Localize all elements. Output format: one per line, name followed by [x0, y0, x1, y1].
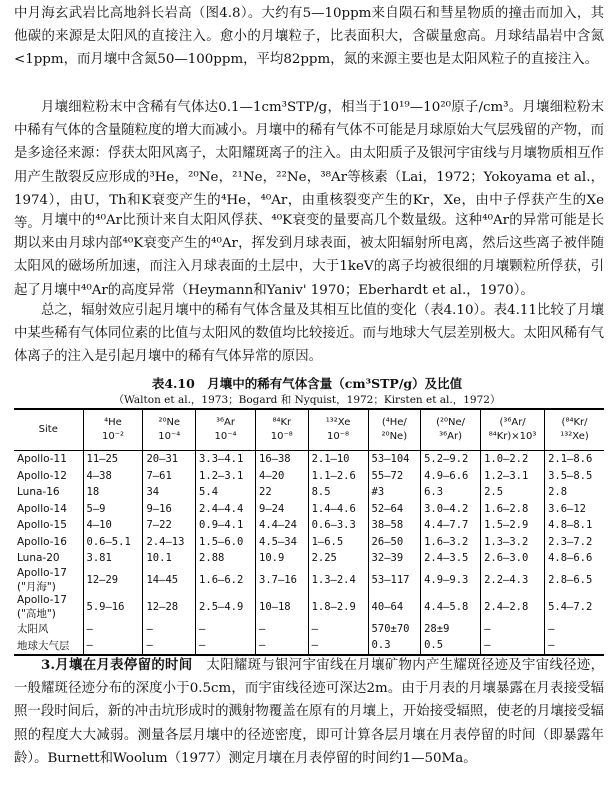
value-cell: 18 [83, 484, 143, 501]
table-row [14, 550, 604, 567]
paragraph-argon-anomaly: 月壤中的⁴⁰Ar比预计来自太阳风俘获、⁴⁰K衰变的量要高几个数量级。这种⁴⁰Ar的异常可能是长期以来由月球内部⁴⁰K衰变产生的⁴⁰Ar，挥发到月球表面，被太阳辐射所电离，然后这些离子被伴随太阳风的磁场所加速，而注入月球表面的土层中，大于1keV的离子均被很细的月壤颗粒所俘获，引起了月壤中⁴⁰Ar的高度异常（Heymann和Yaniv' 1970；Eberhardt et al.，1970）。 [14, 213, 604, 298]
value-cell: 2.5—4.9 [196, 594, 256, 621]
table-row [14, 451, 604, 468]
value-cell: 4.8—8.1 [545, 517, 604, 534]
value-cell: #3 [368, 484, 421, 501]
value-cell: 9—16 [143, 501, 196, 518]
value-cell: 34 [143, 484, 196, 501]
value-cell: 1.5—2.9 [481, 517, 545, 534]
value-cell: 5.9—16 [83, 594, 143, 621]
column-header [421, 409, 481, 451]
value-cell: 4.8—6.6 [545, 550, 604, 567]
value-cell: 4—10 [83, 517, 143, 534]
value-cell: 3.7—16 [256, 567, 309, 594]
value-cell: 1.6—3.2 [421, 534, 481, 551]
column-header [256, 409, 309, 451]
value-cell: 6.3 [421, 484, 481, 501]
site-cell: Apollo-12 [17, 469, 67, 482]
table-row [14, 621, 604, 638]
column-header [14, 409, 83, 451]
value-cell: 2.8—6.5 [545, 567, 604, 594]
value-cell: — [196, 621, 256, 638]
value-cell: 1.6—2.8 [481, 501, 545, 518]
table-row [14, 484, 604, 501]
table-header-row [14, 409, 604, 451]
value-cell: 2.5 [481, 484, 545, 501]
value-cell: 7—22 [143, 517, 196, 534]
value-cell: 9—24 [256, 501, 309, 518]
column-header-line1: (³⁶Ar/ [499, 417, 526, 428]
section-text: 太阳耀斑与银河宇宙线在月壤矿物内产生耀斑径迹及宇宙线径迹，一般耀斑径迹分布的深度小于0.5cm，而宇宙线径迹可深达2m。由于月表的月壤暴露在月表接受辐照一段时间后，新的冲击坑形成时的溅射物覆盖在原有的月壤上，开始接受辐照，使老的月壤接受辐照的程度大大减弱。测量各层月壤中的径迹密度，即可计算各层月壤在月表停留的时间（即暴露年龄）。Burnett和Woolum（1977）测定月壤在月表停留的时间约1—50Ma。 [14, 658, 605, 766]
value-cell: 0.5 [421, 637, 481, 655]
value-cell: 38—58 [368, 517, 421, 534]
column-header-line2: ⁸⁴Kr)×10³ [488, 431, 537, 442]
value-cell: 28±9 [421, 621, 481, 638]
column-header-line2: 10⁻⁸ [327, 431, 350, 442]
paragraph-noble-gases: 月壤细粒粉末中含稀有气体达0.1—1cm³STP/g，相当于10¹⁹—10²⁰原子/cm³。月壤细粒粉末中稀有气体的含量随粒度的增大而减小。月壤中的稀有气体不可能是月球原始大气层残留的产物，而是多途径来源：俘获太阳风离子，太阳耀斑离子的注入。由太阳质子及银河宇宙线与月壤物质相互作用产生散裂反应形成的³He，²⁰Ne，²¹Ne，²²Ne，³⁸Ar等核素（Lai，1972；Yokoyama et al.，1974），由U，Th和K衰变产生的⁴He，⁴⁰Ar，由重核裂变产生的Kr，Xe，由中子俘获产生的Xe等。 [14, 100, 604, 232]
value-cell: 3.0—4.2 [421, 501, 481, 518]
table-row [14, 468, 604, 485]
site-cell: Apollo-14 [17, 502, 67, 515]
table-row [14, 517, 604, 534]
column-header [143, 409, 196, 451]
value-cell: 3.81 [83, 550, 143, 567]
value-cell: 2.2—4.3 [481, 567, 545, 594]
column-header-line2: 10⁻² [101, 431, 124, 442]
column-header-line1: (²⁰Ne/ [436, 417, 466, 428]
value-cell: — [83, 637, 143, 655]
table-row [14, 534, 604, 551]
value-cell: 1.4—4.6 [308, 501, 368, 518]
value-cell: 4.4—5.8 [421, 594, 481, 621]
value-cell: 55—72 [368, 468, 421, 485]
paragraph-carbon-nitrogen: 中月海玄武岩比高地斜长岩高（图4.8）。大约有5—10ppm来自陨石和彗星物质的撞击而加入，其他碳的来源是太阳风的直接注入。愈小的月壤粒子，比表面积大，含碳量愈高。月球结晶岩中含氮<1ppm，而月壤中含氮50—100ppm，平均82ppm，氮的来源主要也是太阳风粒子的直接注入。 [14, 6, 604, 68]
column-header-line1: ²⁰Ne [158, 417, 181, 428]
value-cell: 7—61 [143, 468, 196, 485]
value-cell: — [143, 637, 196, 655]
column-header-line1: (⁴He/ [381, 417, 407, 428]
value-cell: 4.9—6.6 [421, 468, 481, 485]
paragraph-summary: 总之，辐射效应引起月壤中的稀有气体含量及其相互比值的变化（表4.10）。表4.11比较了月壤中某些稀有气体同位素的比值与太阳风的数值均比较接近。而与地球大气层差别极大。太阳风稀有气体离子的注入是引起月壤中的稀有气体异常的原因。 [14, 303, 604, 365]
value-cell: 4—38 [83, 468, 143, 485]
value-cell: 1.6—6.2 [196, 567, 256, 594]
section-heading: 3.月壤在月表停留的时间 [41, 657, 193, 673]
value-cell: — [256, 637, 309, 655]
value-cell: — [481, 621, 545, 638]
value-cell: 1.3—3.2 [481, 534, 545, 551]
value-cell: 40—64 [368, 594, 421, 621]
site-cell: 地球大气层 [14, 637, 83, 655]
site-cell: Apollo-15 [17, 519, 67, 532]
value-cell: 12—29 [83, 567, 143, 594]
value-cell: 1.0—2.2 [481, 451, 545, 468]
site-cell: Apollo-11 [17, 453, 67, 466]
value-cell: 32—39 [368, 550, 421, 567]
value-cell: 11—25 [83, 451, 143, 468]
value-cell: — [481, 637, 545, 655]
value-cell: 5.2—9.2 [421, 451, 481, 468]
value-cell: 20—31 [143, 451, 196, 468]
value-cell: 10.9 [256, 550, 309, 567]
value-cell: 4—20 [256, 468, 309, 485]
value-cell: 53—104 [368, 451, 421, 468]
column-header [196, 409, 256, 451]
value-cell: — [308, 621, 368, 638]
value-cell: 4.4—7.7 [421, 517, 481, 534]
value-cell: 2.1—8.6 [545, 451, 604, 468]
value-cell: 3.5—8.5 [545, 468, 604, 485]
value-cell: 1.8—2.9 [308, 594, 368, 621]
value-cell: 10—18 [256, 594, 309, 621]
value-cell: 2.25 [308, 550, 368, 567]
column-header-line1: ³⁶Ar [216, 417, 236, 428]
site-cell: 太阳风 [17, 623, 49, 636]
value-cell: 0.9—4.1 [196, 517, 256, 534]
value-cell: — [83, 621, 143, 638]
value-cell: 5.4—7.2 [545, 594, 604, 621]
site-cell: Luna-16 [17, 486, 60, 499]
column-header-line1: Site [38, 424, 58, 435]
value-cell: — [143, 621, 196, 638]
value-cell: — [308, 637, 368, 655]
value-cell: 12—28 [143, 594, 196, 621]
column-header-line2: ²⁰Ne) [381, 431, 408, 442]
column-header-line1: ⁴He [104, 417, 122, 428]
value-cell: 53—117 [368, 567, 421, 594]
value-cell: 1.5—6.0 [196, 534, 256, 551]
value-cell: 2.4—3.5 [421, 550, 481, 567]
column-header-line2: 10⁻⁸ [270, 431, 293, 442]
table-source: （Walton et al.，1973；Bogard 和 Nyquist，1972；Kirsten et al.，1972） [113, 394, 501, 406]
column-header-line2: 10⁻⁴ [158, 431, 181, 442]
value-cell: 16—38 [256, 451, 309, 468]
table-row [14, 501, 604, 518]
table-row [14, 567, 604, 594]
table-caption: 表4.10 月壤中的稀有气体含量（cm³STP/g）及比值 [151, 376, 463, 391]
table-row [14, 637, 604, 655]
column-header-line2: ³⁶Ar) [439, 431, 463, 442]
column-header-line1: ⁸⁴Kr [272, 417, 292, 428]
column-header-line2: 10⁻⁴ [214, 431, 237, 442]
column-header [545, 409, 604, 451]
column-header [368, 409, 421, 451]
value-cell: 2.6—3.0 [481, 550, 545, 567]
value-cell: 5.4 [196, 484, 256, 501]
value-cell: 10.1 [143, 550, 196, 567]
value-cell: 26—50 [368, 534, 421, 551]
value-cell: 5—9 [83, 501, 143, 518]
table-row [14, 594, 604, 621]
noble-gas-table [14, 408, 604, 656]
column-header-line1: ¹³²Xe [325, 417, 351, 428]
value-cell: 22 [256, 484, 309, 501]
value-cell: 52—64 [368, 501, 421, 518]
site-cell: Apollo-16 [17, 535, 67, 548]
value-cell: 1—6.5 [308, 534, 368, 551]
value-cell: — [545, 621, 604, 638]
value-cell: 2.4—2.8 [481, 594, 545, 621]
value-cell: 2.8 [545, 484, 604, 501]
value-cell: 4.5—34 [256, 534, 309, 551]
column-header [83, 409, 143, 451]
value-cell: 570±70 [368, 621, 421, 638]
value-cell: 3.6—12 [545, 501, 604, 518]
value-cell: 2.1—10 [308, 451, 368, 468]
value-cell: 0.6—5.1 [83, 534, 143, 551]
site-cell: Luna-20 [17, 552, 60, 565]
site-cell: Apollo-17 ("高地") [17, 593, 67, 620]
value-cell: 4.4—24 [256, 517, 309, 534]
column-header-line1: (⁸⁴Kr/ [561, 417, 588, 428]
value-cell: 0.3 [368, 637, 421, 655]
value-cell: 1.3—2.4 [308, 567, 368, 594]
value-cell: 1.1—2.6 [308, 468, 368, 485]
paragraph-exposure-time [14, 654, 604, 770]
value-cell: 14—45 [143, 567, 196, 594]
value-cell: 8.5 [308, 484, 368, 501]
value-cell: 2.3—7.2 [545, 534, 604, 551]
value-cell: 2.4—13 [143, 534, 196, 551]
value-cell: — [256, 621, 309, 638]
column-header [308, 409, 368, 451]
value-cell: 1.2—3.1 [196, 468, 256, 485]
value-cell: — [196, 637, 256, 655]
value-cell: 0.6—3.3 [308, 517, 368, 534]
site-cell: Apollo-17 ("月海") [17, 566, 67, 593]
value-cell: 1.2—3.1 [481, 468, 545, 485]
value-cell: 4.9—9.3 [421, 567, 481, 594]
column-header-line2: ¹³²Xe) [560, 431, 589, 442]
value-cell: 2.88 [196, 550, 256, 567]
value-cell: — [545, 637, 604, 655]
value-cell: 2.4—4.4 [196, 501, 256, 518]
column-header [481, 409, 545, 451]
value-cell: 3.3—4.1 [196, 451, 256, 468]
